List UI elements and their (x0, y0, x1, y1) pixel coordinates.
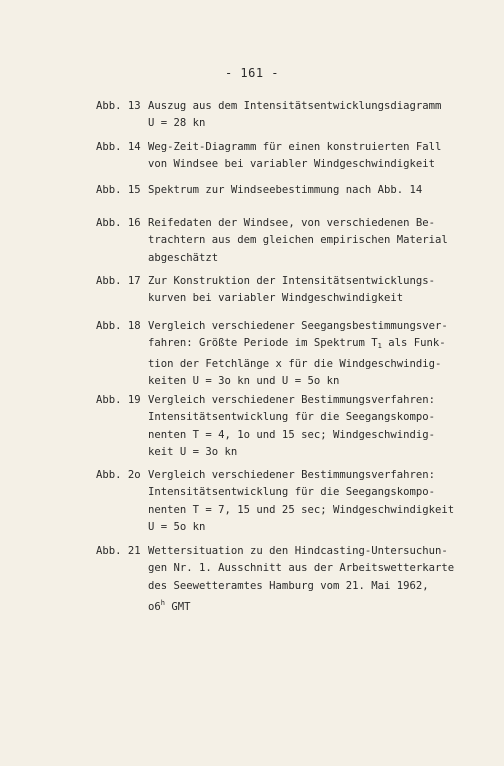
caption-line: gen Nr. 1. Ausschnitt aus der Arbeitswetterkarte (148, 562, 455, 575)
caption-line: Intensitätsentwicklung für die Seegangskompo- (148, 486, 436, 499)
caption-line: Vergleich verschiedener Seegangsbestimmungsver- (148, 320, 448, 332)
caption-line: des Seewetteramtes Hamburg vom 21. Mai 1962, (148, 579, 429, 592)
caption-line: Auszug aus dem Intensitätsentwicklungsdiagramm (148, 100, 442, 112)
page-number: - 161 - (224, 66, 280, 80)
figure-label: Abb. 17 (96, 275, 141, 287)
caption-line (148, 335, 478, 355)
caption-text: GMT (164, 601, 191, 614)
caption-line: Reifedaten der Windsee, von verschiedenen Be- (148, 217, 436, 229)
caption-text: als Funk- (381, 337, 446, 350)
figure-label: Abb. 15 (96, 184, 141, 196)
caption-line: Vergleich verschiedener Bestimmungsverfahren: (148, 469, 436, 481)
caption-line: keiten U = 3o kn und U = 5o kn (148, 375, 340, 388)
figure-caption (148, 98, 478, 133)
figure-label: Abb. 19 (96, 394, 141, 406)
figure-label: Abb. 18 (96, 320, 141, 332)
figure-caption (148, 182, 478, 199)
figure-caption (148, 139, 478, 174)
figure-label: Abb. 16 (96, 217, 141, 229)
figure-caption (148, 273, 478, 308)
figure-label: Abb. 21 (96, 545, 141, 557)
caption-line: trachtern aus dem gleichen empirischen Material (148, 234, 448, 247)
caption-line: Weg-Zeit-Diagramm für einen konstruierten Fall (148, 141, 442, 153)
superscript: h (160, 599, 165, 608)
caption-line: Intensitätsentwicklung für die Seegangskompo- (148, 411, 436, 424)
caption-text: fahren: Größte Periode im Spektrum T (148, 337, 378, 350)
caption-line: U = 5o kn (148, 521, 206, 534)
figure-caption (148, 215, 478, 267)
figure-label: Abb. 2o (96, 469, 141, 481)
figure-label: Abb. 13 (96, 100, 141, 112)
caption-line: keit U = 3o kn (148, 446, 238, 459)
caption-line: abgeschätzt (148, 251, 219, 264)
caption-line: Vergleich verschiedener Bestimmungsverfahren: (148, 394, 436, 406)
subscript: 1 (377, 342, 382, 351)
caption-line: von Windsee bei variabler Windgeschwindigkeit (148, 158, 436, 171)
figure-caption (148, 392, 478, 462)
caption-line: tion der Fetchlänge x für die Windgeschwindig- (148, 357, 442, 370)
caption-line: kurven bei variabler Windgeschwindigkeit (148, 292, 404, 305)
figure-caption (148, 467, 478, 537)
caption-text: o6 (148, 601, 161, 614)
figure-caption (148, 543, 478, 617)
figure-caption (148, 318, 478, 391)
caption-line: nenten T = 4, 1o und 15 sec; Windgeschwindig- (148, 428, 436, 441)
caption-line: U = 28 kn (148, 117, 206, 130)
caption-line: nenten T = 7, 15 und 25 sec; Windgeschwindigkeit (148, 503, 455, 516)
caption-line: Spektrum zur Windseebestimmung nach Abb. 14 (148, 184, 423, 196)
caption-line: Wettersituation zu den Hindcasting-Untersuchun- (148, 545, 448, 557)
caption-line (148, 595, 478, 616)
figure-label: Abb. 14 (96, 141, 141, 153)
caption-line: Zur Konstruktion der Intensitätsentwicklungs- (148, 275, 436, 287)
